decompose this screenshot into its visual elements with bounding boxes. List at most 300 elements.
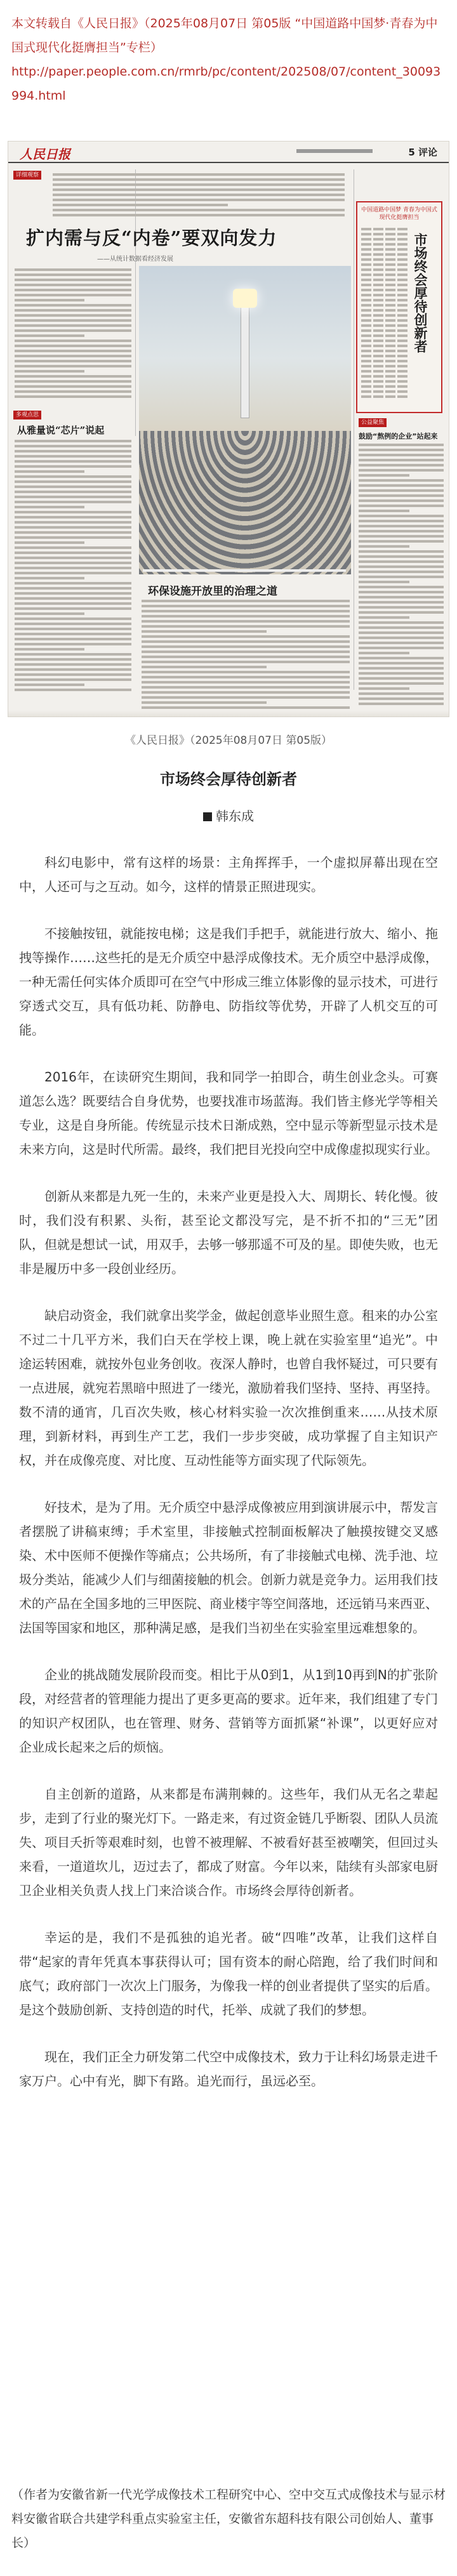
greeked-text-line <box>359 459 444 461</box>
greeked-text-line <box>15 516 131 519</box>
greeked-text-line <box>397 304 407 307</box>
greeked-text-line <box>15 557 131 559</box>
greeked-text-line <box>359 637 444 639</box>
greeked-text-line <box>15 602 131 605</box>
greeked-text-line <box>15 536 131 539</box>
greeked-text-line <box>361 360 371 362</box>
source-line: 本文转载自《人民日报》（2025年08月07日 第05版 “中国道路中国梦·青春为中国式现代化挺膺担当”专栏） <box>11 17 438 55</box>
article-paragraph: 现在，我们正全力研发第二代空中成像技术，致力于让科幻场景走进千家万户。心中有光，脚下有路。追光而行，虽远必至。 <box>19 2049 438 2089</box>
greeked-text-line <box>15 485 131 488</box>
greeked-text-line <box>15 480 131 483</box>
greeked-text-line <box>361 380 371 383</box>
greeked-text-line <box>15 567 131 569</box>
greeked-text-line <box>15 289 131 291</box>
greeked-text-line <box>15 360 131 362</box>
greeked-text-line <box>15 274 131 276</box>
greeked-text-line <box>361 243 371 246</box>
greeked-text-line <box>15 465 131 468</box>
greeked-text-line <box>361 294 371 296</box>
greeked-text-line <box>359 454 444 456</box>
greeked-text-line <box>385 329 395 332</box>
solar-tower-glow <box>233 289 257 308</box>
greeked-text-line <box>15 546 131 549</box>
greeked-text-line <box>15 531 131 534</box>
greeked-text-line <box>361 324 371 327</box>
heliostat-field-shape <box>139 431 351 574</box>
article-paragraph: 创新从来都是九死一生的，未来产业更是投入大、周期长、转化慢。彼时，我们没有积累、头衔，甚至论文都没写完，是不折不扣的“三无”团队，但就是想试一试，用双手，去够一够那遥不可及的星。即使失败，也无非是履历中多一段创业经历。 <box>19 1189 438 1276</box>
greeked-text-line <box>15 370 84 373</box>
greeked-text-line <box>373 380 383 383</box>
greeked-text-line <box>15 597 131 600</box>
greeked-text-line <box>359 581 409 583</box>
greeked-text-line <box>15 572 131 574</box>
greeked-text-line <box>397 284 407 286</box>
greeked-text-line <box>385 345 395 347</box>
greeked-text-line <box>373 299 383 301</box>
image-caption: 《人民日报》（2025年08月07日 第05版） <box>124 734 333 747</box>
greeked-text-line <box>373 365 383 367</box>
greeked-text-line <box>142 610 350 612</box>
greeked-text-line <box>385 380 395 383</box>
newspaper-story3-title: 环保设施开放里的治理之道 <box>148 585 277 598</box>
greeked-text-line <box>397 233 407 235</box>
greeked-text-line <box>385 375 395 378</box>
greeked-text-line <box>359 550 444 553</box>
greeked-text-line <box>373 294 383 296</box>
greeked-text-line <box>15 355 131 357</box>
greeked-text-line <box>385 299 395 301</box>
greeked-text-line <box>15 663 131 666</box>
article-paragraph: 自主创新的道路，从来都是布满荆棘的。这些年，我们从无名之辈起步，走到了行业的聚光灯下。一路走来，有过资金链几乎断裂、团队人员流失、项目夭折等艰难时刻，也曾不被理解、不被看好甚至被嘲笑，但回过头来看，一道道坎儿，迈过去了，都成了财富。今年以来，陆续有头部家电厨卫企业相关负责人找上门来洽谈合作。市场终会厚待创新者。 <box>19 1787 438 1898</box>
greeked-text-line <box>53 173 345 176</box>
greeked-text-line <box>373 258 383 261</box>
greeked-text-line <box>15 329 131 332</box>
greeked-text-line <box>15 623 131 625</box>
greeked-text-line <box>361 304 371 307</box>
greeked-text-line <box>397 268 407 271</box>
greeked-text-line <box>142 671 350 673</box>
greeked-text-line <box>397 294 407 296</box>
greeked-text-line <box>385 350 395 352</box>
greeked-text-line <box>385 274 395 276</box>
greeked-text-line <box>359 474 409 477</box>
greeked-text-line <box>15 658 131 661</box>
greeked-text-line <box>361 345 371 347</box>
greeked-text-line <box>361 309 371 312</box>
greeked-text-line <box>385 258 395 261</box>
newspaper-story2-title: 从雅量说“芯片”说起 <box>17 425 105 436</box>
greeked-text-line <box>397 375 407 378</box>
greeked-text-line <box>142 651 350 653</box>
greeked-text-line <box>385 360 395 362</box>
greeked-text-line <box>359 677 444 680</box>
greeked-text-line <box>53 183 345 186</box>
image-edge-shadow <box>8 710 449 717</box>
greeked-text-line <box>15 628 131 630</box>
greeked-text-line <box>359 540 444 543</box>
greeked-text-line <box>361 268 371 271</box>
greeked-text-line <box>385 294 395 296</box>
newspaper-headline: 扩内需与反“内卷”要双向发力 <box>26 227 277 249</box>
greeked-text-line <box>359 489 444 492</box>
greeked-text-line <box>15 390 131 393</box>
greeked-text-line <box>373 355 383 357</box>
greeked-text-line <box>15 541 84 544</box>
greeked-text-line <box>385 238 395 241</box>
greeked-text-line <box>15 653 131 656</box>
greeked-text-line <box>397 263 407 266</box>
newspaper-page-image <box>8 141 449 717</box>
greeked-text-line <box>15 279 131 281</box>
newspaper-photo <box>139 266 351 574</box>
greeked-text-line <box>385 253 395 256</box>
greeked-text-line <box>15 314 131 317</box>
greeked-text-line <box>15 319 131 322</box>
greeked-text-line <box>359 687 409 690</box>
greeked-text-line <box>53 194 345 196</box>
newspaper-logo: 人民日报 <box>20 147 70 162</box>
greeked-text-line <box>15 380 131 383</box>
greeked-text-line <box>359 510 409 512</box>
source-url-link[interactable]: http://paper.people.com.cn/rmrb/pc/content/202508/07/content_30093994.html <box>11 65 441 103</box>
greeked-text-line <box>361 334 371 337</box>
greeked-text-line <box>361 329 371 332</box>
greeked-text-line <box>359 576 444 578</box>
greeked-text-line <box>397 340 407 342</box>
solar-tower-shape <box>241 291 249 418</box>
greeked-text-line <box>397 258 407 261</box>
greeked-text-line <box>142 630 267 633</box>
greeked-text-line <box>385 228 395 230</box>
article-body <box>19 850 438 2116</box>
greeked-text-line <box>361 258 371 261</box>
greeked-text-line <box>359 535 444 538</box>
section-tag: 多观点思 <box>13 411 41 419</box>
greeked-text-line <box>15 612 84 615</box>
greeked-text-line <box>385 390 395 393</box>
greeked-text-line <box>359 631 444 634</box>
greeked-text-line <box>385 243 395 246</box>
greeked-text-line <box>373 375 383 378</box>
greeked-text-line <box>142 676 350 678</box>
greeked-text-line <box>373 253 383 256</box>
greeked-text-line <box>397 228 407 230</box>
greeked-text-line <box>15 678 131 681</box>
greeked-text-line <box>397 380 407 383</box>
greeked-text-line <box>385 233 395 235</box>
greeked-text-line <box>373 233 383 235</box>
greeked-text-line <box>361 340 371 342</box>
greeked-text-line <box>15 334 84 337</box>
greeked-text-line <box>359 697 444 700</box>
greeked-text-line <box>359 616 409 619</box>
author-note: （作者为安徽省新一代光学成像技术工程研究中心、空中交互式成像技术与显示材料安徽省联合共建学科重点实验室主任，安徽省东超科技有限公司创始人、董事长） <box>11 2488 446 2550</box>
greeked-text-line <box>15 445 131 447</box>
greeked-text-line <box>359 499 444 502</box>
greeked-text-line <box>359 626 444 629</box>
greeked-text-line <box>142 681 350 684</box>
greeked-text-line <box>397 279 407 281</box>
greeked-text-line <box>359 571 444 573</box>
article-byline <box>0 806 457 824</box>
article-paragraph: 企业的挑战随发展阶段而变。相比于从0到1，从1到10再到N的扩张阶段，对经营者的管理能力提出了更多更高的要求。近年来，我们组建了专门的知识产权团队，也在管理、财务、营销等方面抓紧“补课”，以更好应对企业成长起来之后的烦恼。 <box>19 1667 438 1755</box>
greeked-text-line <box>53 204 228 206</box>
greeked-text-line <box>397 395 407 398</box>
greeked-text-line <box>142 600 350 602</box>
article-title: 市场终会厚待创新者 <box>160 770 297 788</box>
greeked-text-line <box>397 309 407 312</box>
greeked-text-line <box>15 440 131 442</box>
greeked-text-line <box>397 350 407 352</box>
greeked-text-line <box>15 324 131 327</box>
greeked-text-line <box>361 274 371 276</box>
greeked-text-line <box>15 340 131 342</box>
greeked-text-line <box>359 667 444 670</box>
greeked-text-line <box>385 304 395 307</box>
greeked-text-line <box>15 475 131 478</box>
greeked-text-line <box>385 324 395 327</box>
greeked-text-line <box>385 334 395 337</box>
greeked-text-line <box>373 385 383 388</box>
greeked-text-line <box>385 268 395 271</box>
greeked-text-line <box>142 635 350 638</box>
greeked-text-line <box>397 365 407 367</box>
greeked-text-line <box>385 355 395 357</box>
greeked-text-line <box>373 289 383 291</box>
featured-column-box <box>356 201 442 413</box>
greeked-text-line <box>385 365 395 367</box>
greeked-text-line <box>15 375 131 378</box>
greeked-text-line <box>15 526 131 529</box>
greeked-text-line <box>15 304 131 307</box>
greeked-text-line <box>15 643 131 645</box>
greeked-text-line <box>15 395 131 398</box>
greeked-text-line <box>397 370 407 373</box>
greeked-text-line <box>15 491 131 493</box>
greeked-text-line <box>359 494 444 497</box>
greeked-text-line <box>397 390 407 393</box>
featured-column-title: 市场终会厚待创新者 <box>413 233 428 353</box>
article-paragraph: 不接触按钮，就能按电梯；这是我们手把手，就能进行放大、缩小、拖拽等操作……这些托的是无介质空中悬浮成像技术。无介质空中悬浮成像，一种无需任何实体介质即可在空气中形成三维立体影像的显示技术，可进行穿透式交互，具有低功耗、防静电、防指纹等优势，开辟了人机交互的可能。 <box>19 926 438 1038</box>
greeked-text-line <box>373 370 383 373</box>
greeked-text-line <box>373 329 383 332</box>
section-tag: 详细观察 <box>13 171 41 180</box>
greeked-text-line <box>361 253 371 256</box>
greeked-text-line <box>397 243 407 246</box>
greeked-text-line <box>361 355 371 357</box>
greeked-text-line <box>361 365 371 367</box>
greeked-text-line <box>361 299 371 301</box>
greeked-text-line <box>385 309 395 312</box>
greeked-text-line <box>361 319 371 322</box>
greeked-text-line <box>142 691 350 694</box>
greeked-text-line <box>373 319 383 322</box>
greeked-text-line <box>15 470 84 473</box>
greeked-text-line <box>397 334 407 337</box>
greeked-text-line <box>385 385 395 388</box>
greeked-text-line <box>373 345 383 347</box>
greeked-text-line <box>373 309 383 312</box>
greeked-text-line <box>15 689 131 691</box>
greeked-text-line <box>359 565 444 568</box>
greeked-text-line <box>142 640 350 643</box>
source-header <box>11 11 446 108</box>
greeked-text-line <box>53 199 345 201</box>
greeked-text-line <box>385 263 395 266</box>
greeked-text-line <box>15 587 131 590</box>
article-paragraph: 幸运的是，我们不是孤独的追光者。破“四唯”改革，让我们这样自带“起家的青年凭真本事获得认可；国有资本的耐心陪跑，给了我们时间和底气；政府部门一次次上门服务，为像我一样的创业者提供了坚实的后盾。是这个鼓励创新、支持创造的时代，托举、成就了我们的梦想。 <box>19 1930 438 2018</box>
greeked-text-line <box>361 233 371 235</box>
greeked-text-line <box>359 525 444 527</box>
greeked-text-line <box>53 188 345 191</box>
greeked-text-line <box>361 314 371 317</box>
greeked-text-line <box>373 279 383 281</box>
greeked-text-line <box>361 390 371 393</box>
newspaper-masthead <box>8 142 449 163</box>
greeked-text-line <box>359 642 444 644</box>
greeked-text-line <box>373 360 383 362</box>
greeked-text-line <box>359 515 444 517</box>
greeked-text-line <box>361 228 371 230</box>
greeked-text-line <box>15 684 84 686</box>
greeked-text-line <box>15 501 131 503</box>
greeked-text-line <box>359 682 444 685</box>
greeked-text-line <box>397 248 407 251</box>
greeked-text-line <box>385 395 395 398</box>
greeked-text-line <box>142 696 350 699</box>
greeked-text-line <box>15 607 131 610</box>
greeked-text-line <box>373 238 383 241</box>
greeked-text-line <box>361 279 371 281</box>
greeked-text-line <box>373 340 383 342</box>
greeked-text-line <box>359 479 444 482</box>
greeked-text-line <box>15 496 131 498</box>
greeked-text-line <box>142 666 267 668</box>
greeked-text-line <box>385 284 395 286</box>
photo-caption-strip <box>143 569 346 572</box>
greeked-text-line <box>359 606 444 609</box>
greeked-text-line <box>373 268 383 271</box>
greeked-text-line <box>397 289 407 291</box>
greeked-text-line <box>359 560 444 563</box>
greeked-text-line <box>359 652 409 654</box>
greeked-text-line <box>385 319 395 322</box>
greeked-text-line <box>15 460 131 463</box>
greeked-text-line <box>142 605 350 607</box>
greeked-text-line <box>15 618 131 620</box>
greeked-text-line <box>142 645 350 648</box>
greeked-text-line <box>15 673 131 676</box>
greeked-text-line <box>15 350 131 352</box>
greeked-text-line <box>15 577 84 579</box>
greeked-text-line <box>361 385 371 388</box>
greeked-text-line <box>53 178 345 181</box>
greeked-text-line <box>15 294 131 296</box>
greeked-text-line <box>359 703 444 705</box>
greeked-text-line <box>142 620 350 623</box>
greeked-text-line <box>53 214 345 216</box>
greeked-text-line <box>15 638 131 640</box>
featured-column-head: 中国道路中国梦 青春为中国式现代化挺膺担当 <box>361 207 437 221</box>
greeked-text-line <box>373 334 383 337</box>
greeked-text-line <box>359 662 444 664</box>
greeked-text-line <box>15 365 131 367</box>
greeked-text-line <box>373 243 383 246</box>
greeked-text-line <box>142 701 267 704</box>
greeked-text-line <box>359 469 444 472</box>
greeked-text-line <box>359 601 444 604</box>
greeked-text-line <box>359 444 444 446</box>
greeked-text-line <box>397 360 407 362</box>
greeked-text-line <box>359 657 444 659</box>
greeked-text-line <box>397 299 407 301</box>
greeked-text-line <box>142 706 350 709</box>
greeked-text-line <box>361 248 371 251</box>
author-name: 韩东成 <box>216 809 254 824</box>
greeked-text-line <box>15 562 131 564</box>
greeked-text-line <box>373 324 383 327</box>
greeked-text-line <box>15 592 131 595</box>
greeked-text-line <box>15 455 131 458</box>
greeked-text-line <box>15 552 131 554</box>
greeked-text-line <box>359 545 409 548</box>
greeked-text-line <box>373 390 383 393</box>
greeked-text-line <box>359 484 444 487</box>
greeked-text-line <box>15 309 131 312</box>
article-paragraph: 科幻电影中，常有这样的场景：主角挥挥手，一个虚拟屏幕出现在空中，人还可与之互动。如今，这样的情景正照进现实。 <box>19 855 438 894</box>
greeked-text-line <box>385 340 395 342</box>
greeked-text-line <box>397 314 407 317</box>
greeked-text-line <box>397 324 407 327</box>
greeked-text-line <box>142 656 350 658</box>
greeked-text-line <box>397 385 407 388</box>
greeked-text-line <box>15 284 131 286</box>
greeked-text-line <box>397 345 407 347</box>
greeked-text-line <box>359 672 444 675</box>
newspaper-story4-title: 鼓励“熬例的企业”站起来 <box>359 432 438 440</box>
greeked-text-line <box>397 329 407 332</box>
greeked-text-line <box>15 450 131 452</box>
greeked-text-line <box>15 385 131 388</box>
greeked-text-line <box>361 238 371 241</box>
greeked-text-line <box>397 253 407 256</box>
article-paragraph: 2016年，在读研究生期间，我和同学一拍即合，萌生创业念头。可赛道怎么选？既要结合自身优势，也要找准市场蓝海。我们皆主修光学等相关专业，这是自身所能。传统显示技术日渐成熟，空中显示等新型显示技术是未来方向，这是时代所需。最终，我们把目光投向空中成像虚拟现实行业。 <box>19 1069 438 1157</box>
byline-square-icon <box>203 812 212 821</box>
greeked-text-line <box>385 248 395 251</box>
greeked-text-line <box>361 395 371 398</box>
greeked-text-line <box>359 621 444 624</box>
greeked-text-line <box>385 279 395 281</box>
masthead-date-strip <box>296 149 373 153</box>
greeked-text-line <box>373 304 383 307</box>
newspaper-subhead: ——从统计数据看经济发展 <box>97 256 173 263</box>
greeked-text-line <box>361 375 371 378</box>
greeked-text-line <box>15 268 131 271</box>
greeked-text-line <box>142 625 350 628</box>
greeked-text-line <box>359 530 444 532</box>
greeked-text-line <box>361 370 371 373</box>
greeked-text-line <box>373 395 383 398</box>
greeked-text-line <box>359 647 444 649</box>
greeked-text-line <box>373 263 383 266</box>
greeked-text-line <box>385 289 395 291</box>
greeked-text-line <box>15 633 131 635</box>
greeked-text-line <box>142 615 350 618</box>
article-paragraph: 缺启动资金，我们就拿出奖学金，做起创意毕业照生意。租来的办公室不过二十几平方米，我们白天在学校上课，晚上就在实验室里“追光”。中途运转困难，就按外包业务创收。夜深人静时，也曾自我怀疑过，可只要有一点进展，就宛若黑暗中照进了一缕光，激励着我们坚持、坚持、再坚持。数不清的通宵，几百次失败，核心材料实验一次次推倒重来……从技术原理，到新材料，再到生产工艺，我们一步步突破，成功掌握了自主知识产权，并在成像亮度、对比度、互动性能等方面实现了代际领先。 <box>19 1308 438 1468</box>
greeked-text-line <box>359 586 444 588</box>
greeked-text-line <box>359 596 444 598</box>
greeked-text-line <box>385 370 395 373</box>
